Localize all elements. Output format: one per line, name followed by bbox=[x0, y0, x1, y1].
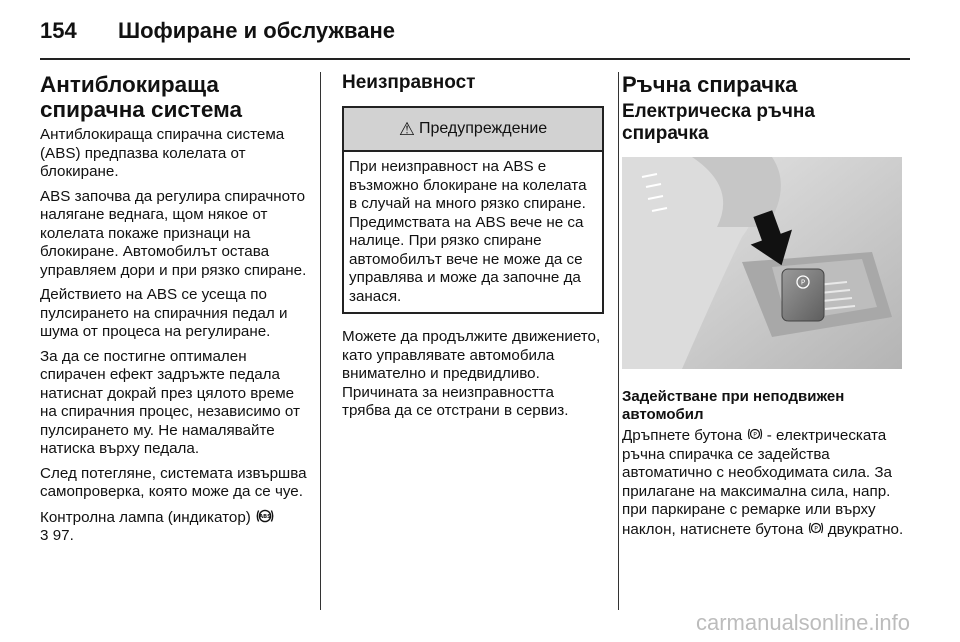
indicator-text: Контролна лампа (индикатор) bbox=[40, 508, 251, 526]
header-rule bbox=[40, 58, 910, 60]
abs-indicator-paragraph bbox=[40, 508, 308, 546]
abs-indicator-icon bbox=[255, 508, 275, 524]
warning-box bbox=[342, 106, 604, 314]
parking-brake-title: Ръчна спирачка bbox=[622, 72, 798, 97]
page-header bbox=[40, 14, 395, 48]
parking-brake-button-icon bbox=[747, 426, 763, 442]
parking-brake-column bbox=[622, 72, 904, 545]
abs-paragraph: За да се постигне оптимален спирачен ефект задръжте педала натиснат докрай през цялото време на спирачния процес, независимо от пулсирането му. Не намалявайте натиска върху педала. bbox=[40, 347, 300, 457]
abs-paragraph: Действието на ABS се усеща по пулсирането на спирачния педал и шума от процеса на регулиране. bbox=[40, 286, 288, 340]
abs-paragraph: Антиблокираща спирачна система (ABS) предпазва колелата от блокиране. bbox=[40, 126, 285, 180]
column-divider bbox=[618, 72, 619, 610]
svg-text:P: P bbox=[813, 524, 818, 532]
parking-brake-paragraph bbox=[622, 426, 904, 539]
electric-brake-subtitle: Електрическа ръчна спирачка bbox=[622, 101, 815, 144]
page-number: 154 bbox=[40, 18, 77, 43]
abs-column bbox=[40, 72, 308, 552]
svg-text:P: P bbox=[800, 278, 806, 287]
parking-brake-figure bbox=[622, 157, 902, 369]
section-title: Шофиране и обслужване bbox=[118, 18, 396, 43]
stationary-subheading: Задействане при неподвижен автомобил bbox=[622, 388, 845, 423]
paragraph-part: Дръпнете бутона bbox=[622, 427, 743, 444]
paragraph-part: двукратно. bbox=[827, 520, 904, 538]
malfunction-column bbox=[342, 72, 604, 427]
abs-paragraph: След потегляне, системата извършва самопроверка, която може да се чуе. bbox=[40, 464, 307, 500]
svg-text:ABS: ABS bbox=[259, 513, 271, 520]
warning-header bbox=[344, 108, 602, 152]
warning-label: Предупреждение bbox=[418, 120, 548, 137]
warning-triangle-icon: ⚠ bbox=[398, 118, 415, 139]
page-ref-arrow-icon: 3 bbox=[40, 527, 49, 544]
svg-text:P: P bbox=[752, 431, 757, 439]
column-divider bbox=[320, 72, 321, 610]
abs-paragraph: ABS започва да регулира спирачното налягане веднага, щом някое от колелата покаже признаци на блокиране. Автомобилът остава управляем дори и при рязко спиране. bbox=[40, 187, 307, 279]
watermark: carmanualsonline.info bbox=[695, 610, 910, 635]
paragraph-part: - електрическата ръчна спирачка се задейства автоматично с необходимата сила. За прилагане на максимална сила, напр. при паркиране с ремарке или върху наклон, натиснете бутона bbox=[622, 427, 892, 538]
malfunction-title: Неизправност bbox=[342, 72, 476, 93]
page-reference: 97. bbox=[52, 527, 74, 544]
parking-brake-button-icon bbox=[808, 520, 824, 536]
malfunction-paragraph: Можете да продължите движението, като управлявате автомобила внимателно и предвидливо. Причината за неизправността трябва да се отстрани в сервиз. bbox=[342, 328, 601, 419]
warning-text: При неизправност на ABS е възможно блокиране на колелата в случай на много рязко спиране. Предимствата на ABS вече не са налице. При рязко спиране автомобилът вече не може да се управлява и може да започне да занася. bbox=[349, 158, 587, 305]
abs-title: Антиблокираща спирачна система bbox=[40, 72, 243, 122]
